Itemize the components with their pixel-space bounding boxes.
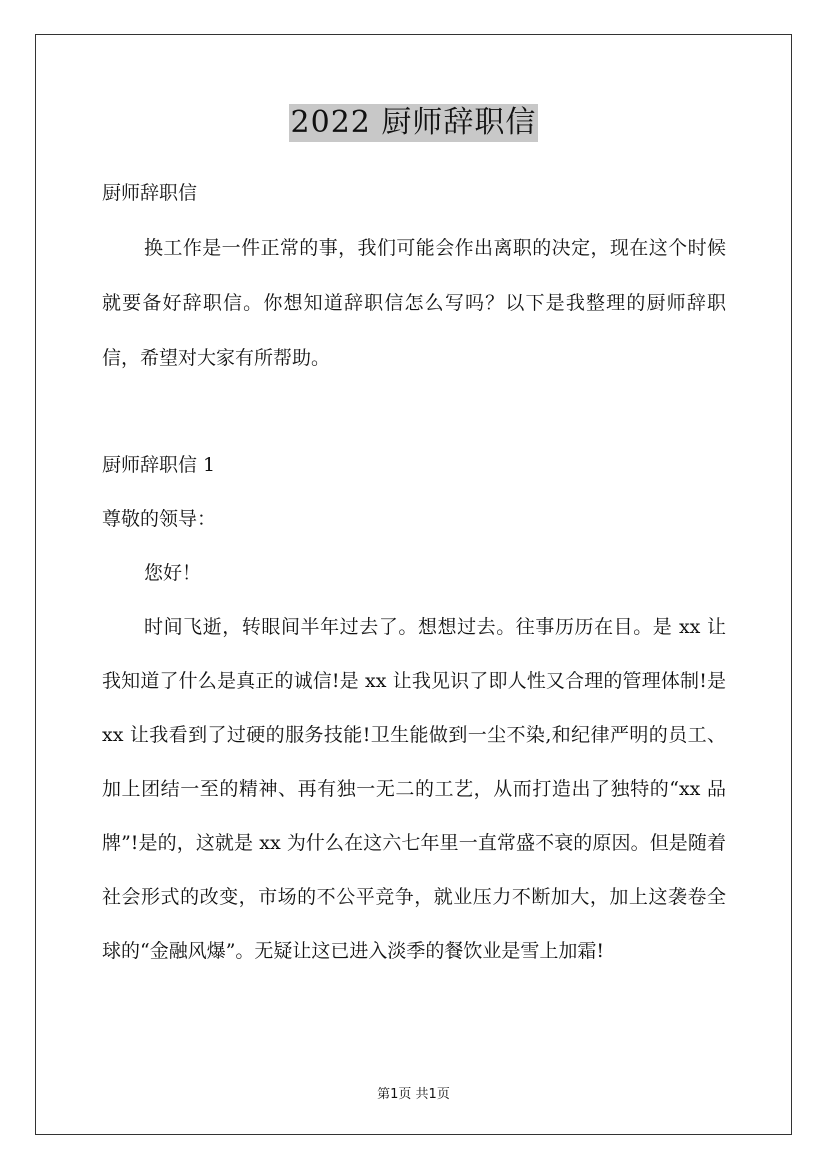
salutation: 尊敬的领导：	[102, 508, 217, 530]
document-content	[102, 164, 726, 978]
document-title-wrap	[0, 104, 827, 142]
greeting: 您好！	[144, 562, 202, 584]
page-footer	[0, 1083, 827, 1102]
intro-paragraph: 换工作是一件正常的事，我们可能会作出离职的决定，现在这个时候就要备好辞职信。你想知道辞职信怎么写吗？以下是我整理的厨师辞职信，希望对大家有所帮助。	[102, 237, 726, 369]
page-number: 第1页 共1页	[377, 1087, 450, 1102]
document-subtitle: 厨师辞职信	[102, 182, 198, 204]
document-title: 2022 厨师辞职信	[290, 105, 537, 140]
section-title: 厨师辞职信 1	[102, 454, 216, 476]
body-paragraph: 时间飞逝，转眼间半年过去了。想想过去。往事历历在目。是 xx 让我知道了什么是真正的诚信!是 xx 让我见识了即人性又合理的管理体制!是 xx 让我看到了过硬的服务技能!卫生能做到一尘不染,和纪律严明的员工、加上团结一至的精神、再有独一无二的工艺，从而打造出了独特的“xx 品牌”!是的，这就是 xx 为什么在这六七年里一直常盛不衰的原因。但是随着社会形式的改变，市场的不公平竞争，就业压力不断加大，加上这袭卷全球的“金融风爆”。无疑让这已进入淡季的餐饮业是雪上加霜!	[102, 616, 726, 962]
